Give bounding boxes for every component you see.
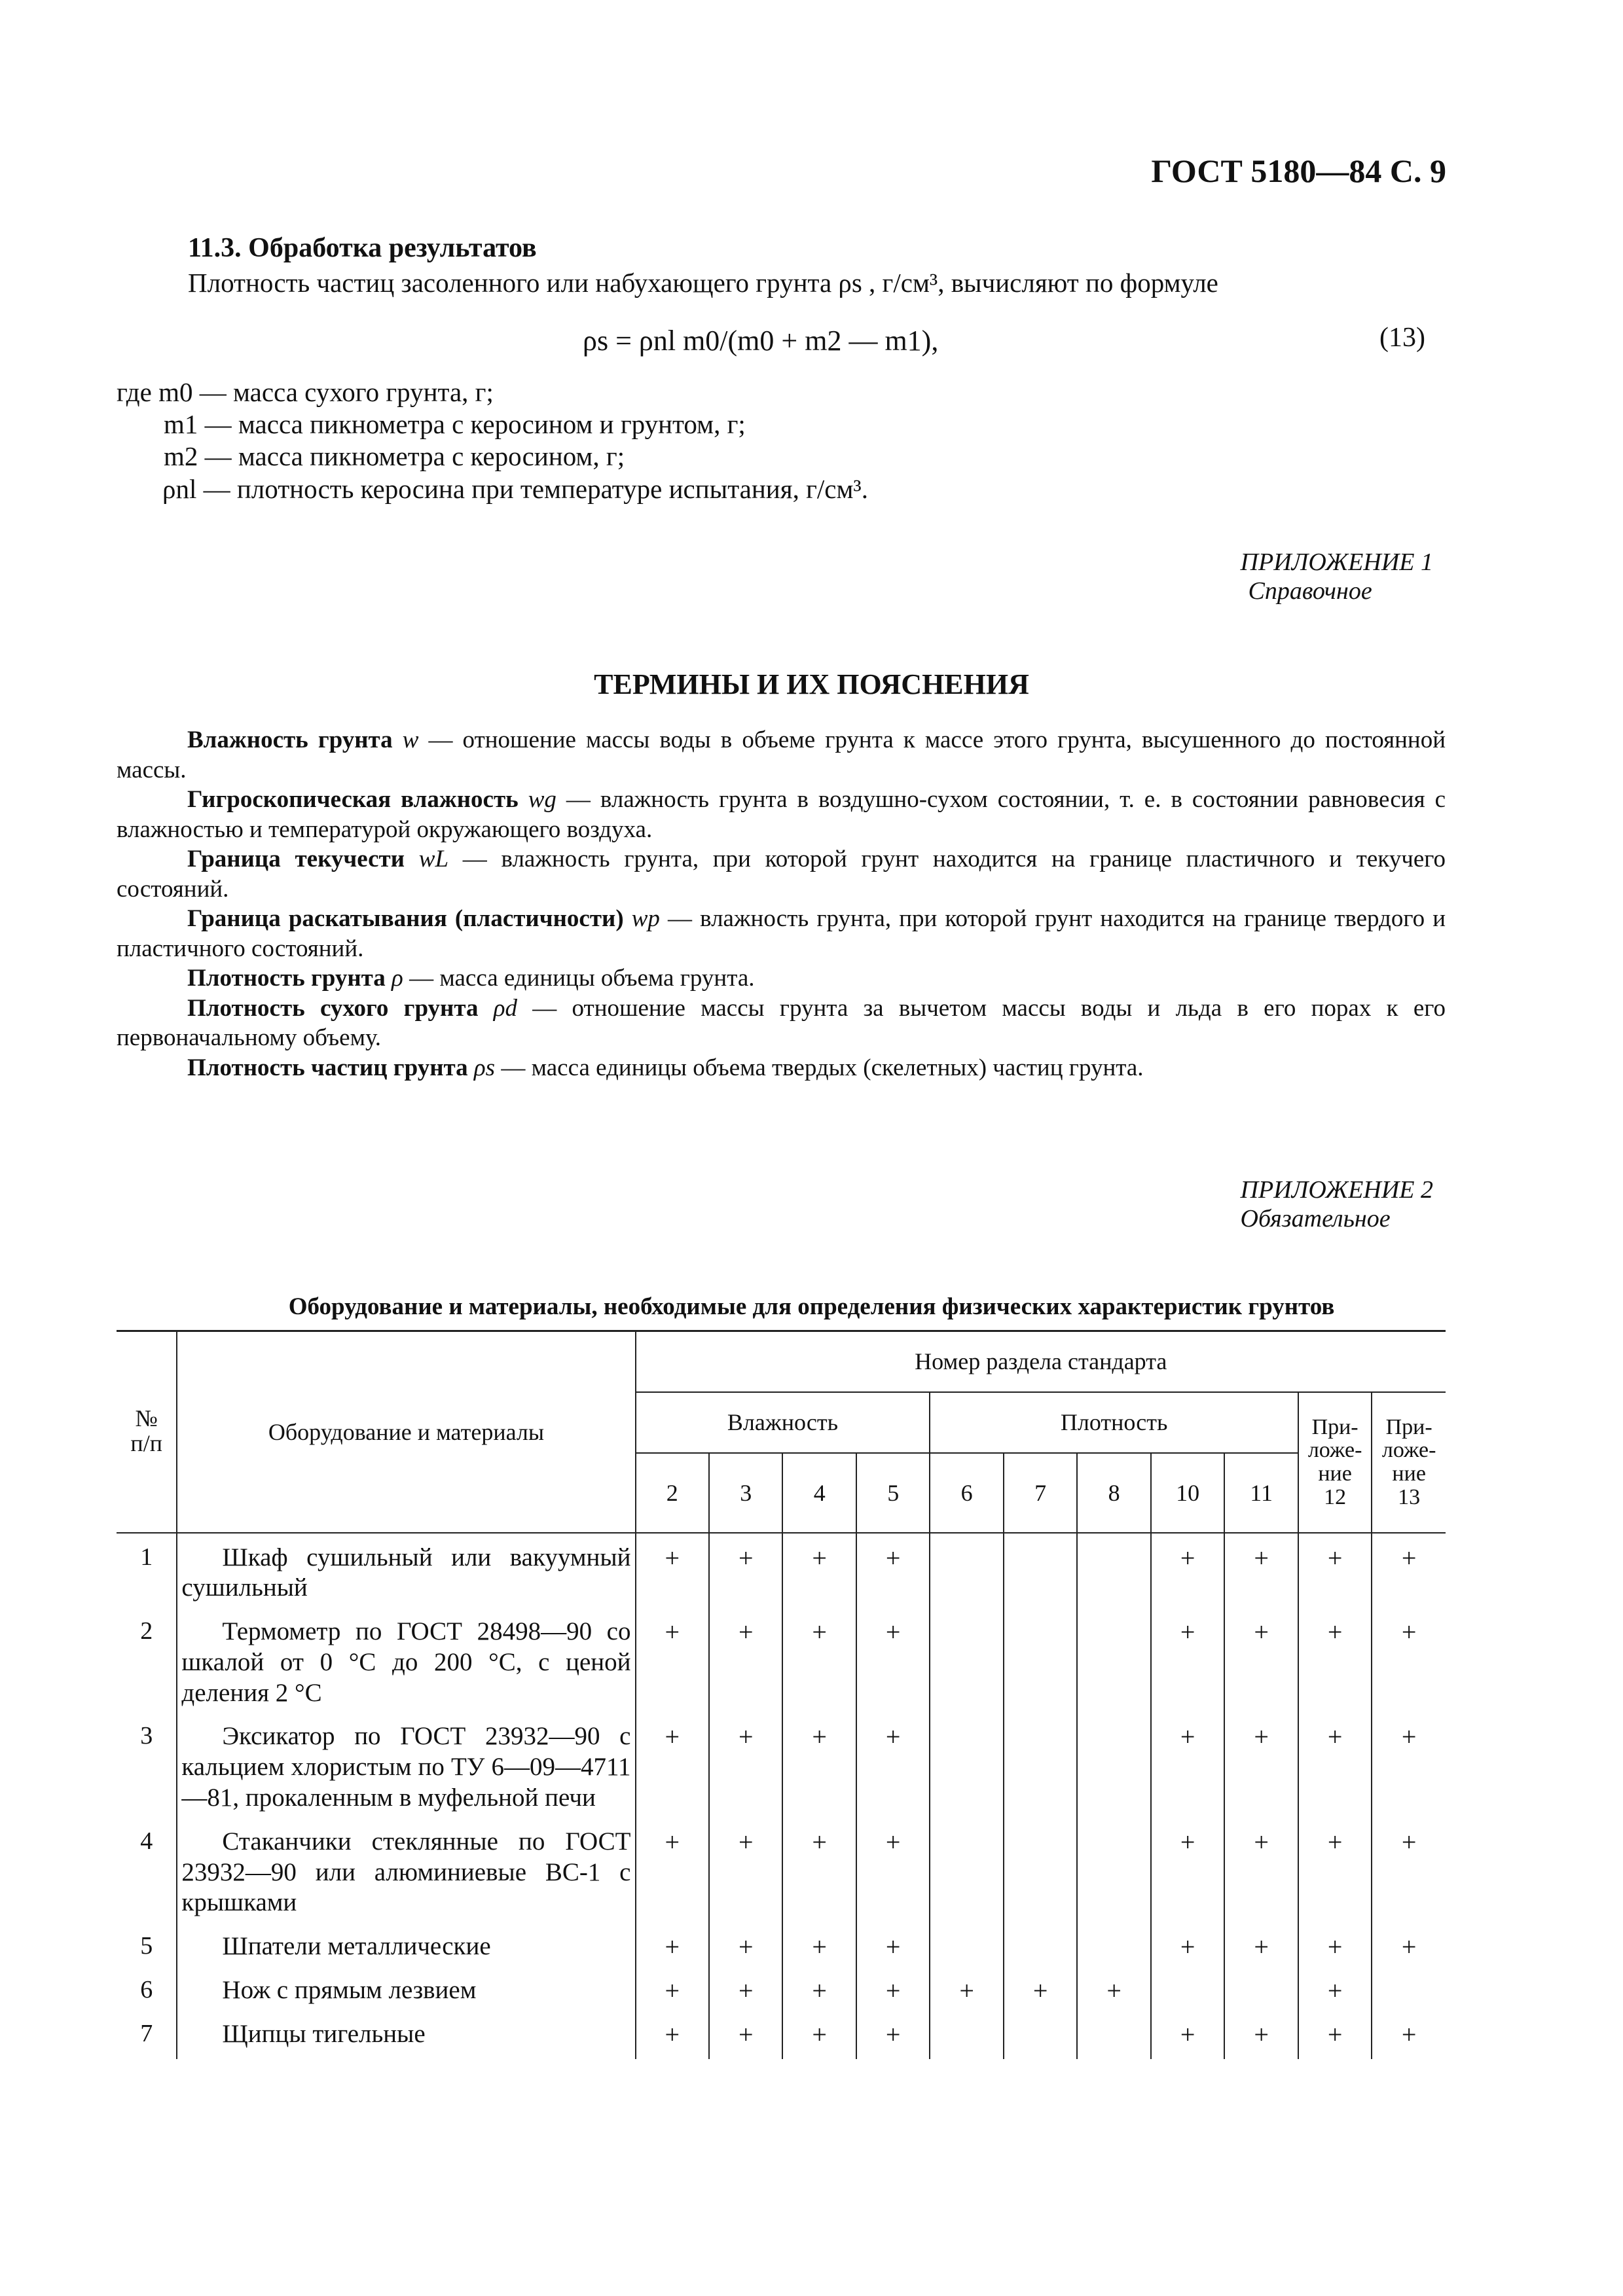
row-mark xyxy=(1151,1971,1224,2015)
row-mark: + xyxy=(709,1613,782,1717)
header-col: 3 xyxy=(709,1453,782,1533)
row-mark: + xyxy=(1224,1533,1298,1613)
row-mark: + xyxy=(782,2015,856,2059)
row-mark: + xyxy=(1224,2015,1298,2059)
row-equipment xyxy=(177,1928,635,1971)
appendix2-label-block xyxy=(1241,1176,1433,1233)
row-mark: + xyxy=(930,1971,1003,2015)
row-mark: + xyxy=(709,1928,782,1971)
row-mark: + xyxy=(1151,2015,1224,2059)
row-equipment xyxy=(177,1613,635,1717)
row-equipment-text: Нож с прямым лезвием xyxy=(222,1976,477,2005)
term-explanation: — влажность грунта, при которой грунт находится на границе твердого и пластичного состояний. xyxy=(117,905,1446,962)
term-explanation: — влажность грунта в воздушно-сухом состоянии, т. е. в состоянии равновесия с влажностью и температурой окружающего воздуха. xyxy=(117,786,1446,843)
row-mark: + xyxy=(636,1613,709,1717)
header-col: 2 xyxy=(636,1453,709,1533)
row-mark: + xyxy=(782,1717,856,1822)
variable-definition: m1 — масса пикнометра с керосином и грунтом, г; xyxy=(164,409,746,440)
row-number: 1 xyxy=(117,1533,177,1613)
header-col: 7 xyxy=(1004,1453,1077,1533)
row-mark: + xyxy=(709,1823,782,1928)
row-mark: + xyxy=(1224,1717,1298,1822)
row-mark: + xyxy=(1372,2015,1446,2059)
header-moisture: Влажность xyxy=(636,1392,930,1453)
row-mark: + xyxy=(856,1823,930,1928)
row-mark: + xyxy=(709,1971,782,2015)
term-name: Плотность сухого грунта xyxy=(187,994,479,1022)
header-section-number: Номер раздела стандарта xyxy=(636,1331,1446,1392)
row-mark: + xyxy=(1224,1928,1298,1971)
terms-list xyxy=(117,725,1446,1083)
term-name: Плотность частиц грунта xyxy=(187,1054,468,1081)
row-equipment xyxy=(177,1823,635,1928)
row-mark: + xyxy=(1298,1971,1372,2015)
table-row xyxy=(117,1613,1446,1717)
row-mark xyxy=(1004,1613,1077,1717)
row-mark: + xyxy=(856,1613,930,1717)
row-mark: + xyxy=(1151,1823,1224,1928)
row-mark: + xyxy=(1151,1613,1224,1717)
row-mark: + xyxy=(782,1971,856,2015)
appendix1-label-block xyxy=(1241,548,1433,605)
header-col: 10 xyxy=(1151,1453,1224,1533)
term-definition xyxy=(117,725,1446,785)
row-mark xyxy=(1004,1928,1077,1971)
row-mark: + xyxy=(856,1717,930,1822)
page-header: ГОСТ 5180—84 С. 9 xyxy=(1151,152,1446,189)
row-number: 5 xyxy=(117,1928,177,1971)
row-mark: + xyxy=(856,1971,930,2015)
table-row xyxy=(117,1971,1446,2015)
header-density: Плотность xyxy=(930,1392,1298,1453)
row-mark: + xyxy=(856,1533,930,1613)
row-mark: + xyxy=(1224,1613,1298,1717)
row-equipment-text: Щипцы тигельные xyxy=(222,2019,426,2048)
table-row xyxy=(117,1533,1446,1613)
row-equipment-text: Шпатели металлические xyxy=(222,1932,491,1961)
appendix1-label: ПРИЛОЖЕНИЕ 1 xyxy=(1240,548,1433,576)
appendix2-status: Обязательное xyxy=(1240,1204,1391,1232)
header-col: 8 xyxy=(1077,1453,1150,1533)
row-mark xyxy=(930,1613,1003,1717)
row-mark: + xyxy=(636,2015,709,2059)
row-mark: + xyxy=(1151,1717,1224,1822)
row-mark: + xyxy=(1298,1717,1372,1822)
row-mark xyxy=(930,1717,1003,1822)
row-mark: + xyxy=(1151,1533,1224,1613)
row-mark xyxy=(1077,1928,1150,1971)
term-name: Плотность грунта xyxy=(187,965,386,992)
term-explanation: — отношение массы воды в объеме грунта к массе этого грунта, высушенного до постоянной массы. xyxy=(117,726,1446,783)
row-mark xyxy=(1077,1613,1150,1717)
row-mark: + xyxy=(709,2015,782,2059)
term-name: Гигроскопическая влажность xyxy=(187,786,519,813)
header-number-text: № п/п xyxy=(130,1405,162,1457)
term-symbol: wL xyxy=(418,846,449,872)
term-name: Влажность грунта xyxy=(187,726,393,753)
term-symbol: ρ xyxy=(392,965,403,992)
table-title: Оборудование и материалы, необходимые для определения физических характеристик грунтов xyxy=(288,1293,1335,1320)
row-equipment xyxy=(177,1717,635,1822)
term-definition xyxy=(117,785,1446,844)
formula: ρs = ρnl m0/(m0 + m2 — m1), xyxy=(583,325,939,357)
header-col: 4 xyxy=(782,1453,856,1533)
row-equipment xyxy=(177,1971,635,2015)
term-symbol: w xyxy=(402,726,419,753)
row-mark: + xyxy=(1372,1823,1446,1928)
row-number: 2 xyxy=(117,1613,177,1717)
row-mark: + xyxy=(1151,1928,1224,1971)
row-mark: + xyxy=(636,1971,709,2015)
row-mark xyxy=(1077,1533,1150,1613)
header-col: 5 xyxy=(856,1453,930,1533)
row-mark: + xyxy=(636,1533,709,1613)
term-name: Граница текучести xyxy=(187,846,405,872)
term-explanation: — масса единицы объема грунта. xyxy=(403,965,755,992)
table-row xyxy=(117,1717,1446,1822)
header-appendix12: При- ложе- ние 12 xyxy=(1298,1392,1372,1533)
row-equipment-text: Термометр по ГОСТ 28498—90 со шкалой от 0 °С до 200 °С, с ценой деления 2 °С xyxy=(181,1617,631,1707)
row-mark: + xyxy=(1004,1971,1077,2015)
row-mark: + xyxy=(856,1928,930,1971)
row-mark xyxy=(1224,1971,1298,2015)
row-mark xyxy=(1004,1717,1077,1822)
row-mark xyxy=(1372,1971,1446,2015)
row-mark: + xyxy=(1372,1613,1446,1717)
term-name: Граница раскатывания (пластичности) xyxy=(187,905,624,932)
header-appendix13: При- ложе- ние 13 xyxy=(1372,1392,1446,1533)
row-mark xyxy=(1004,2015,1077,2059)
row-mark: + xyxy=(636,1717,709,1822)
row-mark: + xyxy=(1372,1928,1446,1971)
row-equipment-text: Шкаф сушильный или вакуумный сушильный xyxy=(181,1543,631,1602)
table-row xyxy=(117,2015,1446,2059)
row-mark xyxy=(930,1823,1003,1928)
term-definition xyxy=(117,904,1446,963)
appendix1-status: Справочное xyxy=(1248,577,1372,605)
row-mark: + xyxy=(1224,1823,1298,1928)
term-symbol: ρs xyxy=(473,1054,496,1081)
row-mark: + xyxy=(782,1613,856,1717)
row-mark xyxy=(1077,1717,1150,1822)
row-mark xyxy=(1077,1823,1150,1928)
variable-definition: где m0 — масса сухого грунта, г; xyxy=(117,377,494,407)
header-col: 11 xyxy=(1224,1453,1298,1533)
header-col: 6 xyxy=(930,1453,1003,1533)
variable-definition: m2 — масса пикнометра с керосином, г; xyxy=(164,441,625,472)
row-mark: + xyxy=(709,1717,782,1822)
row-mark xyxy=(930,2015,1003,2059)
term-definition xyxy=(117,844,1446,904)
row-mark: + xyxy=(709,1533,782,1613)
row-number: 4 xyxy=(117,1823,177,1928)
row-mark: + xyxy=(1298,1613,1372,1717)
term-definition xyxy=(117,1053,1446,1083)
row-equipment-text: Стаканчики стеклянные по ГОСТ 23932—90 или алюминиевые ВС-1 с крышками xyxy=(181,1827,631,1917)
equipment-table xyxy=(117,1330,1446,2059)
term-explanation: — влажность грунта, при которой грунт находится на границе пластичного и текучего состояний. xyxy=(117,846,1446,903)
term-definition xyxy=(117,994,1446,1053)
header-number xyxy=(117,1331,177,1533)
row-number: 3 xyxy=(117,1717,177,1822)
row-mark: + xyxy=(1298,1823,1372,1928)
row-number: 6 xyxy=(117,1971,177,2015)
term-symbol: wp xyxy=(631,905,660,932)
term-symbol: ρd xyxy=(493,994,518,1022)
row-mark: + xyxy=(636,1928,709,1971)
row-equipment xyxy=(177,1533,635,1613)
row-mark xyxy=(1077,2015,1150,2059)
equation-number: (13) xyxy=(1379,323,1425,353)
row-mark: + xyxy=(1372,1533,1446,1613)
table-row xyxy=(117,1928,1446,1971)
row-mark: + xyxy=(1077,1971,1150,2015)
appendix1-heading: ТЕРМИНЫ И ИХ ПОЯСНЕНИЯ xyxy=(594,668,1029,700)
row-mark: + xyxy=(782,1533,856,1613)
row-mark: + xyxy=(782,1823,856,1928)
row-equipment xyxy=(177,2015,635,2059)
row-number: 7 xyxy=(117,2015,177,2059)
row-mark: + xyxy=(1298,1533,1372,1613)
table-row xyxy=(117,1823,1446,1928)
row-mark xyxy=(930,1928,1003,1971)
variable-definitions xyxy=(117,376,868,505)
row-mark xyxy=(1004,1533,1077,1613)
row-mark: + xyxy=(1372,1717,1446,1822)
header-equipment: Оборудование и материалы xyxy=(177,1331,635,1533)
section-title: 11.3. Обработка результатов xyxy=(188,233,537,263)
row-mark: + xyxy=(856,2015,930,2059)
term-symbol: wg xyxy=(528,786,556,813)
term-definition xyxy=(117,963,1446,994)
row-mark: + xyxy=(1298,2015,1372,2059)
row-equipment-text: Эксикатор по ГОСТ 23932—90 с кальцием хлористым по ТУ 6—09—4711—81, прокаленным в муфельной печи xyxy=(181,1722,631,1812)
term-explanation: — масса единицы объема твердых (скелетных) частиц грунта. xyxy=(495,1054,1144,1081)
section-intro: Плотность частиц засоленного или набухающего грунта ρs , г/см³, вычисляют по формуле xyxy=(188,268,1218,298)
row-mark xyxy=(1004,1823,1077,1928)
variable-definition: ρnl — плотность керосина при температуре испытания, г/см³. xyxy=(162,473,868,504)
row-mark: + xyxy=(782,1928,856,1971)
term-explanation: — отношение массы грунта за вычетом массы воды и льда в его порах к его первоначальному объему. xyxy=(117,994,1446,1051)
row-mark: + xyxy=(1298,1928,1372,1971)
appendix2-label: ПРИЛОЖЕНИЕ 2 xyxy=(1240,1176,1433,1204)
row-mark xyxy=(930,1533,1003,1613)
row-mark: + xyxy=(636,1823,709,1928)
